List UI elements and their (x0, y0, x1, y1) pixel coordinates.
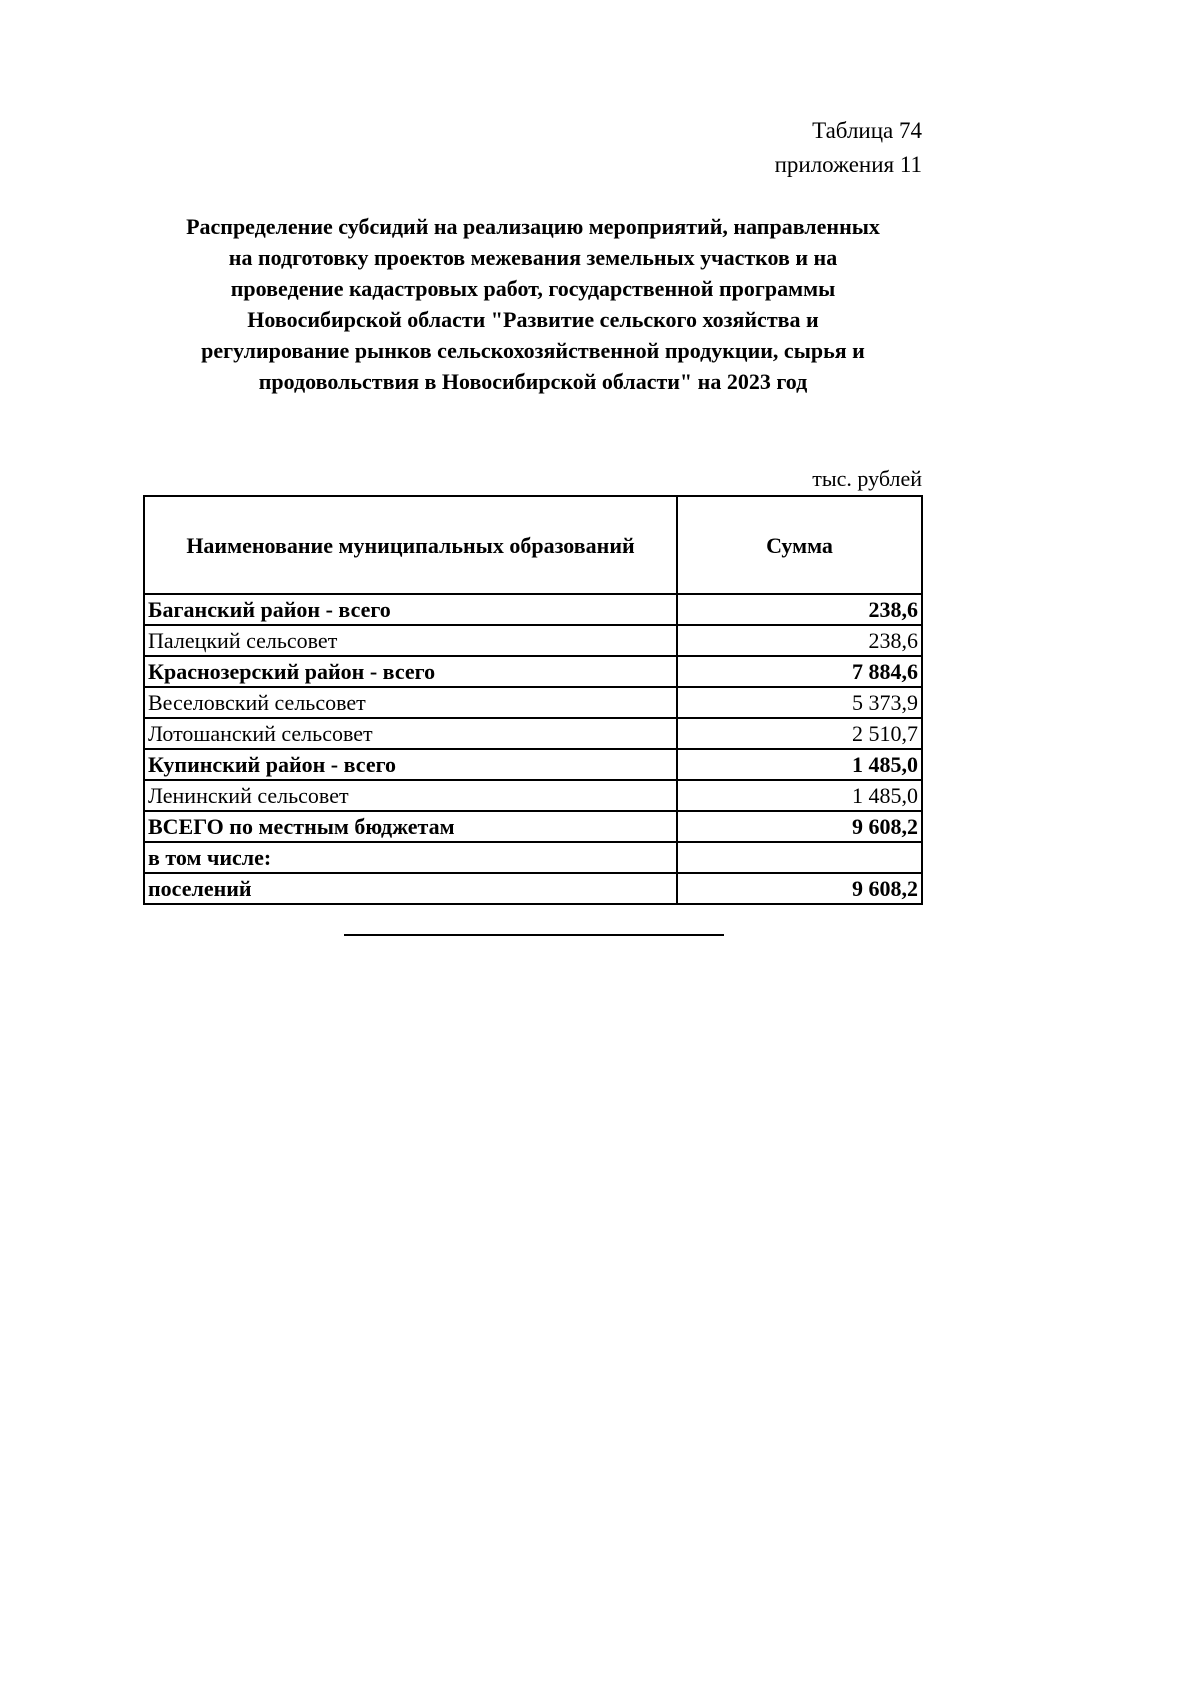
table-row (144, 873, 922, 904)
row-sum-cell: 5 373,9 (677, 687, 922, 718)
row-name-cell: Ленинский сельсовет (144, 780, 677, 811)
row-sum-cell: 1 485,0 (677, 749, 922, 780)
title-line: Распределение субсидий на реализацию мероприятий, направленных (186, 214, 880, 239)
table-row (144, 718, 922, 749)
row-sum-cell (677, 842, 922, 873)
title-line: на подготовку проектов межевания земельных участков и на (228, 245, 838, 270)
row-name-cell: Купинский район - всего (144, 749, 677, 780)
column-header-sum: Сумма (677, 496, 922, 594)
title-line: регулирование рынков сельскохозяйственной продукции, сырья и (201, 338, 865, 363)
table-row (144, 625, 922, 656)
row-sum-cell: 9 608,2 (677, 811, 922, 842)
table-row (144, 811, 922, 842)
table-row (144, 842, 922, 873)
title-line: продовольствия в Новосибирской области" на 2023 год (258, 369, 808, 394)
row-name-cell: Лотошанский сельсовет (144, 718, 677, 749)
table-row (144, 749, 922, 780)
title-line: проведение кадастровых работ, государственной программы (230, 276, 836, 301)
row-name-cell: Краснозерский район - всего (144, 656, 677, 687)
subsidy-table (143, 495, 923, 905)
row-sum-cell: 2 510,7 (677, 718, 922, 749)
units-label: тыс. рублей (812, 466, 922, 491)
footer-rule (344, 934, 724, 936)
row-sum-cell: 238,6 (677, 625, 922, 656)
row-name-cell: ВСЕГО по местным бюджетам (144, 811, 677, 842)
row-name-cell: Веселовский сельсовет (144, 687, 677, 718)
column-header-name: Наименование муниципальных образований (144, 496, 677, 594)
row-sum-cell: 7 884,6 (677, 656, 922, 687)
row-name-cell: в том числе: (144, 842, 677, 873)
row-name-cell: Баганский район - всего (144, 594, 677, 625)
table-body (144, 594, 922, 904)
row-sum-cell: 238,6 (677, 594, 922, 625)
table-header-row (144, 496, 922, 594)
row-name-cell: поселений (144, 873, 677, 904)
document-title (130, 211, 936, 397)
table-number-label: Таблица 74 (812, 118, 922, 143)
row-name-cell: Палецкий сельсовет (144, 625, 677, 656)
row-sum-cell: 9 608,2 (677, 873, 922, 904)
appendix-label: приложения 11 (774, 152, 922, 177)
table-row (144, 687, 922, 718)
table-row (144, 780, 922, 811)
row-sum-cell: 1 485,0 (677, 780, 922, 811)
table-row (144, 594, 922, 625)
table-row (144, 656, 922, 687)
title-line: Новосибирской области "Развитие сельского хозяйства и (247, 307, 819, 332)
